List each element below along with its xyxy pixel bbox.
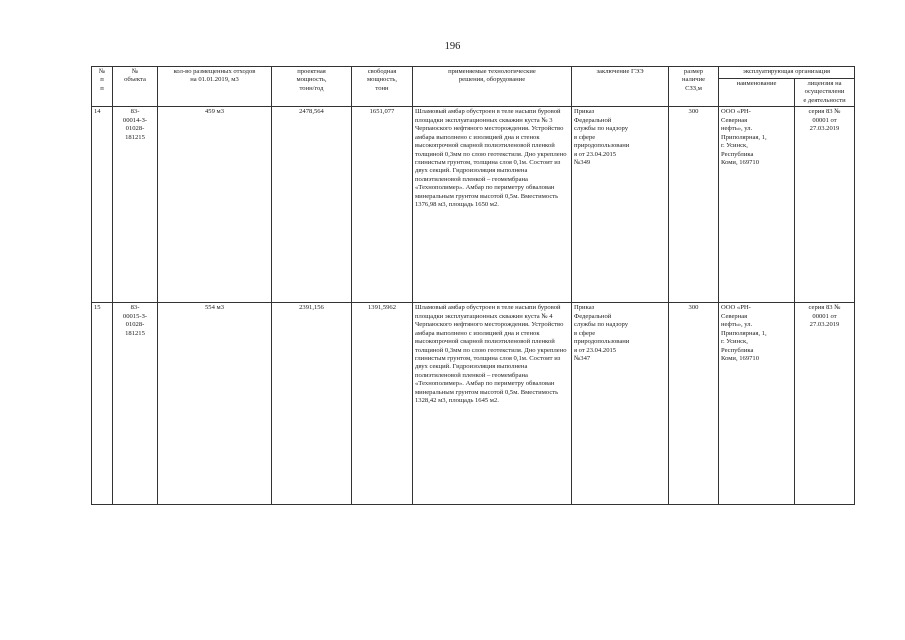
cell-object-num: 83- 00014-З- 01028- 181215	[113, 107, 158, 303]
header-free-capacity: свободная мощность, тонн	[352, 67, 413, 107]
header-technology: применяемые технологические решения, оборудование	[413, 67, 572, 107]
header-waste-qty: кол-во размещенных отходов на 01.01.2019, м3	[158, 67, 272, 107]
header-license: лицензия на осуществлени е деятельности	[795, 79, 855, 107]
cell-free-capacity: 1651,077	[352, 107, 413, 303]
waste-facility-registry-table	[91, 66, 855, 505]
cell-operator: ООО «РН- Северная нефть», ул. Приполярная, 1, г. Усинск, Республика Коми, 169710	[719, 303, 795, 505]
cell-operator: ООО «РН- Северная нефть», ул. Приполярная, 1, г. Усинск, Республика Коми, 169710	[719, 107, 795, 303]
cell-license: серия 83 № 00001 от 27.03.2019	[795, 107, 855, 303]
cell-num: 14	[92, 107, 113, 303]
cell-gee: Приказ Федеральной службы по надзору в сфере природопользовани я от 23.04.2015 №347	[572, 303, 669, 505]
cell-object-num: 83- 00015-З- 01028- 181215	[113, 303, 158, 505]
table-header-row	[92, 67, 855, 79]
header-object-num: № объекта	[113, 67, 158, 107]
table-row	[92, 303, 855, 505]
header-operator-group: эксплуатирующая организация	[719, 67, 855, 79]
cell-design-capacity: 2478,564	[272, 107, 352, 303]
header-design-capacity: проектная мощность, тонн/год	[272, 67, 352, 107]
cell-szz: 300	[669, 303, 719, 505]
cell-szz: 300	[669, 107, 719, 303]
cell-waste-qty: 554 м3	[158, 303, 272, 505]
page-number: 196	[444, 41, 461, 52]
header-num: № п п	[92, 67, 113, 107]
header-szz: размер наличие СЗЗ,м	[669, 67, 719, 107]
cell-num: 15	[92, 303, 113, 505]
table-row	[92, 107, 855, 303]
header-operator-name: наименование	[719, 79, 795, 107]
cell-license: серия 83 № 00001 от 27.03.2019	[795, 303, 855, 505]
header-gee: заключение ГЭЭ	[572, 67, 669, 107]
cell-technology: Шламовый амбар обустроен в теле насыпи буровой площадки эксплуатационных скважин куста № 3 Черпаюского нефтяного месторождения. Устройство амбара выполнено с изоляцией дна и стенок высокопрочной сварной полиэтиленовой пленкой толщиной 0,3мм по слою геотекстиля. Дно укреплено глинистым грунтом, толщина слоя 0,1м. Состоит из двух секций. Гидроизоляция выполнена полиэтиленовой пленкой – геомембрана «Технополимер». Амбар по периметру обвалован минеральным грунтом высотой 0,5м. Вместимость 1376,98 м3, площадь 1650 м2.	[413, 107, 572, 303]
cell-free-capacity: 1391,5962	[352, 303, 413, 505]
cell-technology: Шламовый амбар обустроен в теле насыпи буровой площадки эксплуатационных скважин куста № 4 Черпаюского нефтяного месторождения. Устройство амбара выполнено с изоляцией дна и стенок высокопрочной сварной полиэтиленовой пленкой толщиной 0,3мм по слою геотекстиля. Дно укреплено глинистым грунтом, толщина слоя 0,1м. Состоит из двух секций. Гидроизоляция выполнена полиэтиленовой пленкой – геомембрана «Технополимер». Амбар по периметру обвалован минеральным грунтом высотой 0,5м. Вместимость 1328,42 м3, площадь 1645 м2.	[413, 303, 572, 505]
cell-gee: Приказ Федеральной службы по надзору в сфере природопользовани я от 23.04.2015 №349	[572, 107, 669, 303]
cell-design-capacity: 2391,156	[272, 303, 352, 505]
cell-waste-qty: 459 м3	[158, 107, 272, 303]
